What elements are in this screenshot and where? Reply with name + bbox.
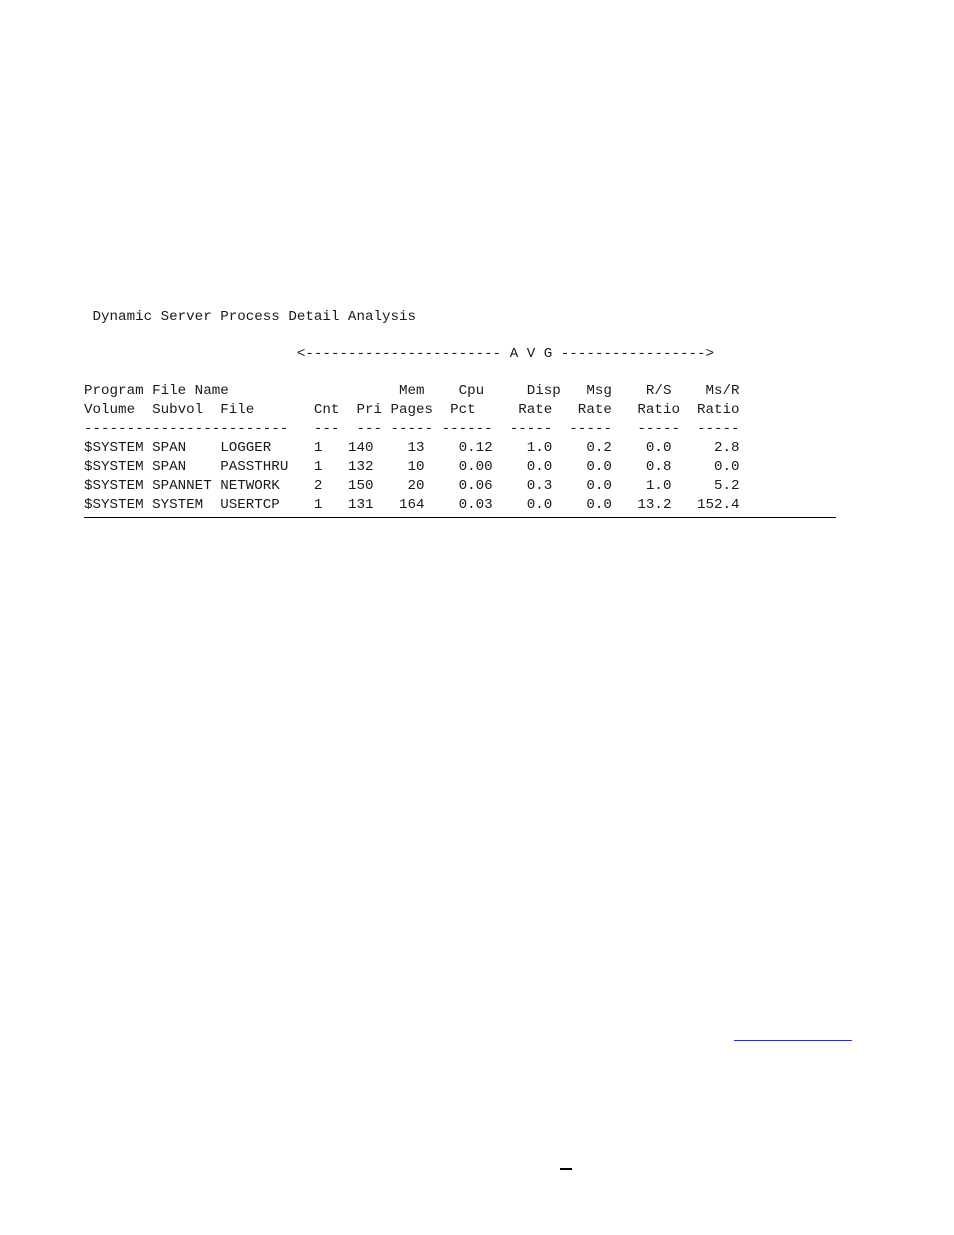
table-bottom-rule xyxy=(84,517,836,518)
link-underline[interactable] xyxy=(734,1040,852,1041)
table-row: $SYSTEM SPANNET NETWORK 2 150 20 0.06 0.3 0.0 1.0 5.2 xyxy=(84,478,740,494)
table-row: $SYSTEM SPAN LOGGER 1 140 13 0.12 1.0 0.2 0.0 2.8 xyxy=(84,440,740,456)
column-header-line2: Volume Subvol File Cnt Pri Pages Pct Rate Rate Ratio Ratio xyxy=(84,402,740,418)
table-body xyxy=(84,439,836,515)
report-title: Dynamic Server Process Detail Analysis xyxy=(84,309,417,325)
table-row: $SYSTEM SYSTEM USERTCP 1 131 164 0.03 0.0 0.0 13.2 152.4 xyxy=(84,497,740,513)
report-block xyxy=(84,308,836,518)
spacer xyxy=(84,364,836,382)
avg-banner: <----------------------- A V G -----------------> xyxy=(84,346,715,362)
column-separator: ------------------------ --- --- ----- ------ ----- ----- ----- ----- xyxy=(84,421,740,437)
page-number-mark xyxy=(560,1168,572,1170)
spacer xyxy=(84,327,836,345)
column-header-line1: Program File Name Mem Cpu Disp Msg R/S Ms/R xyxy=(84,383,740,399)
table-row: $SYSTEM SPAN PASSTHRU 1 132 10 0.00 0.0 0.0 0.8 0.0 xyxy=(84,459,740,475)
